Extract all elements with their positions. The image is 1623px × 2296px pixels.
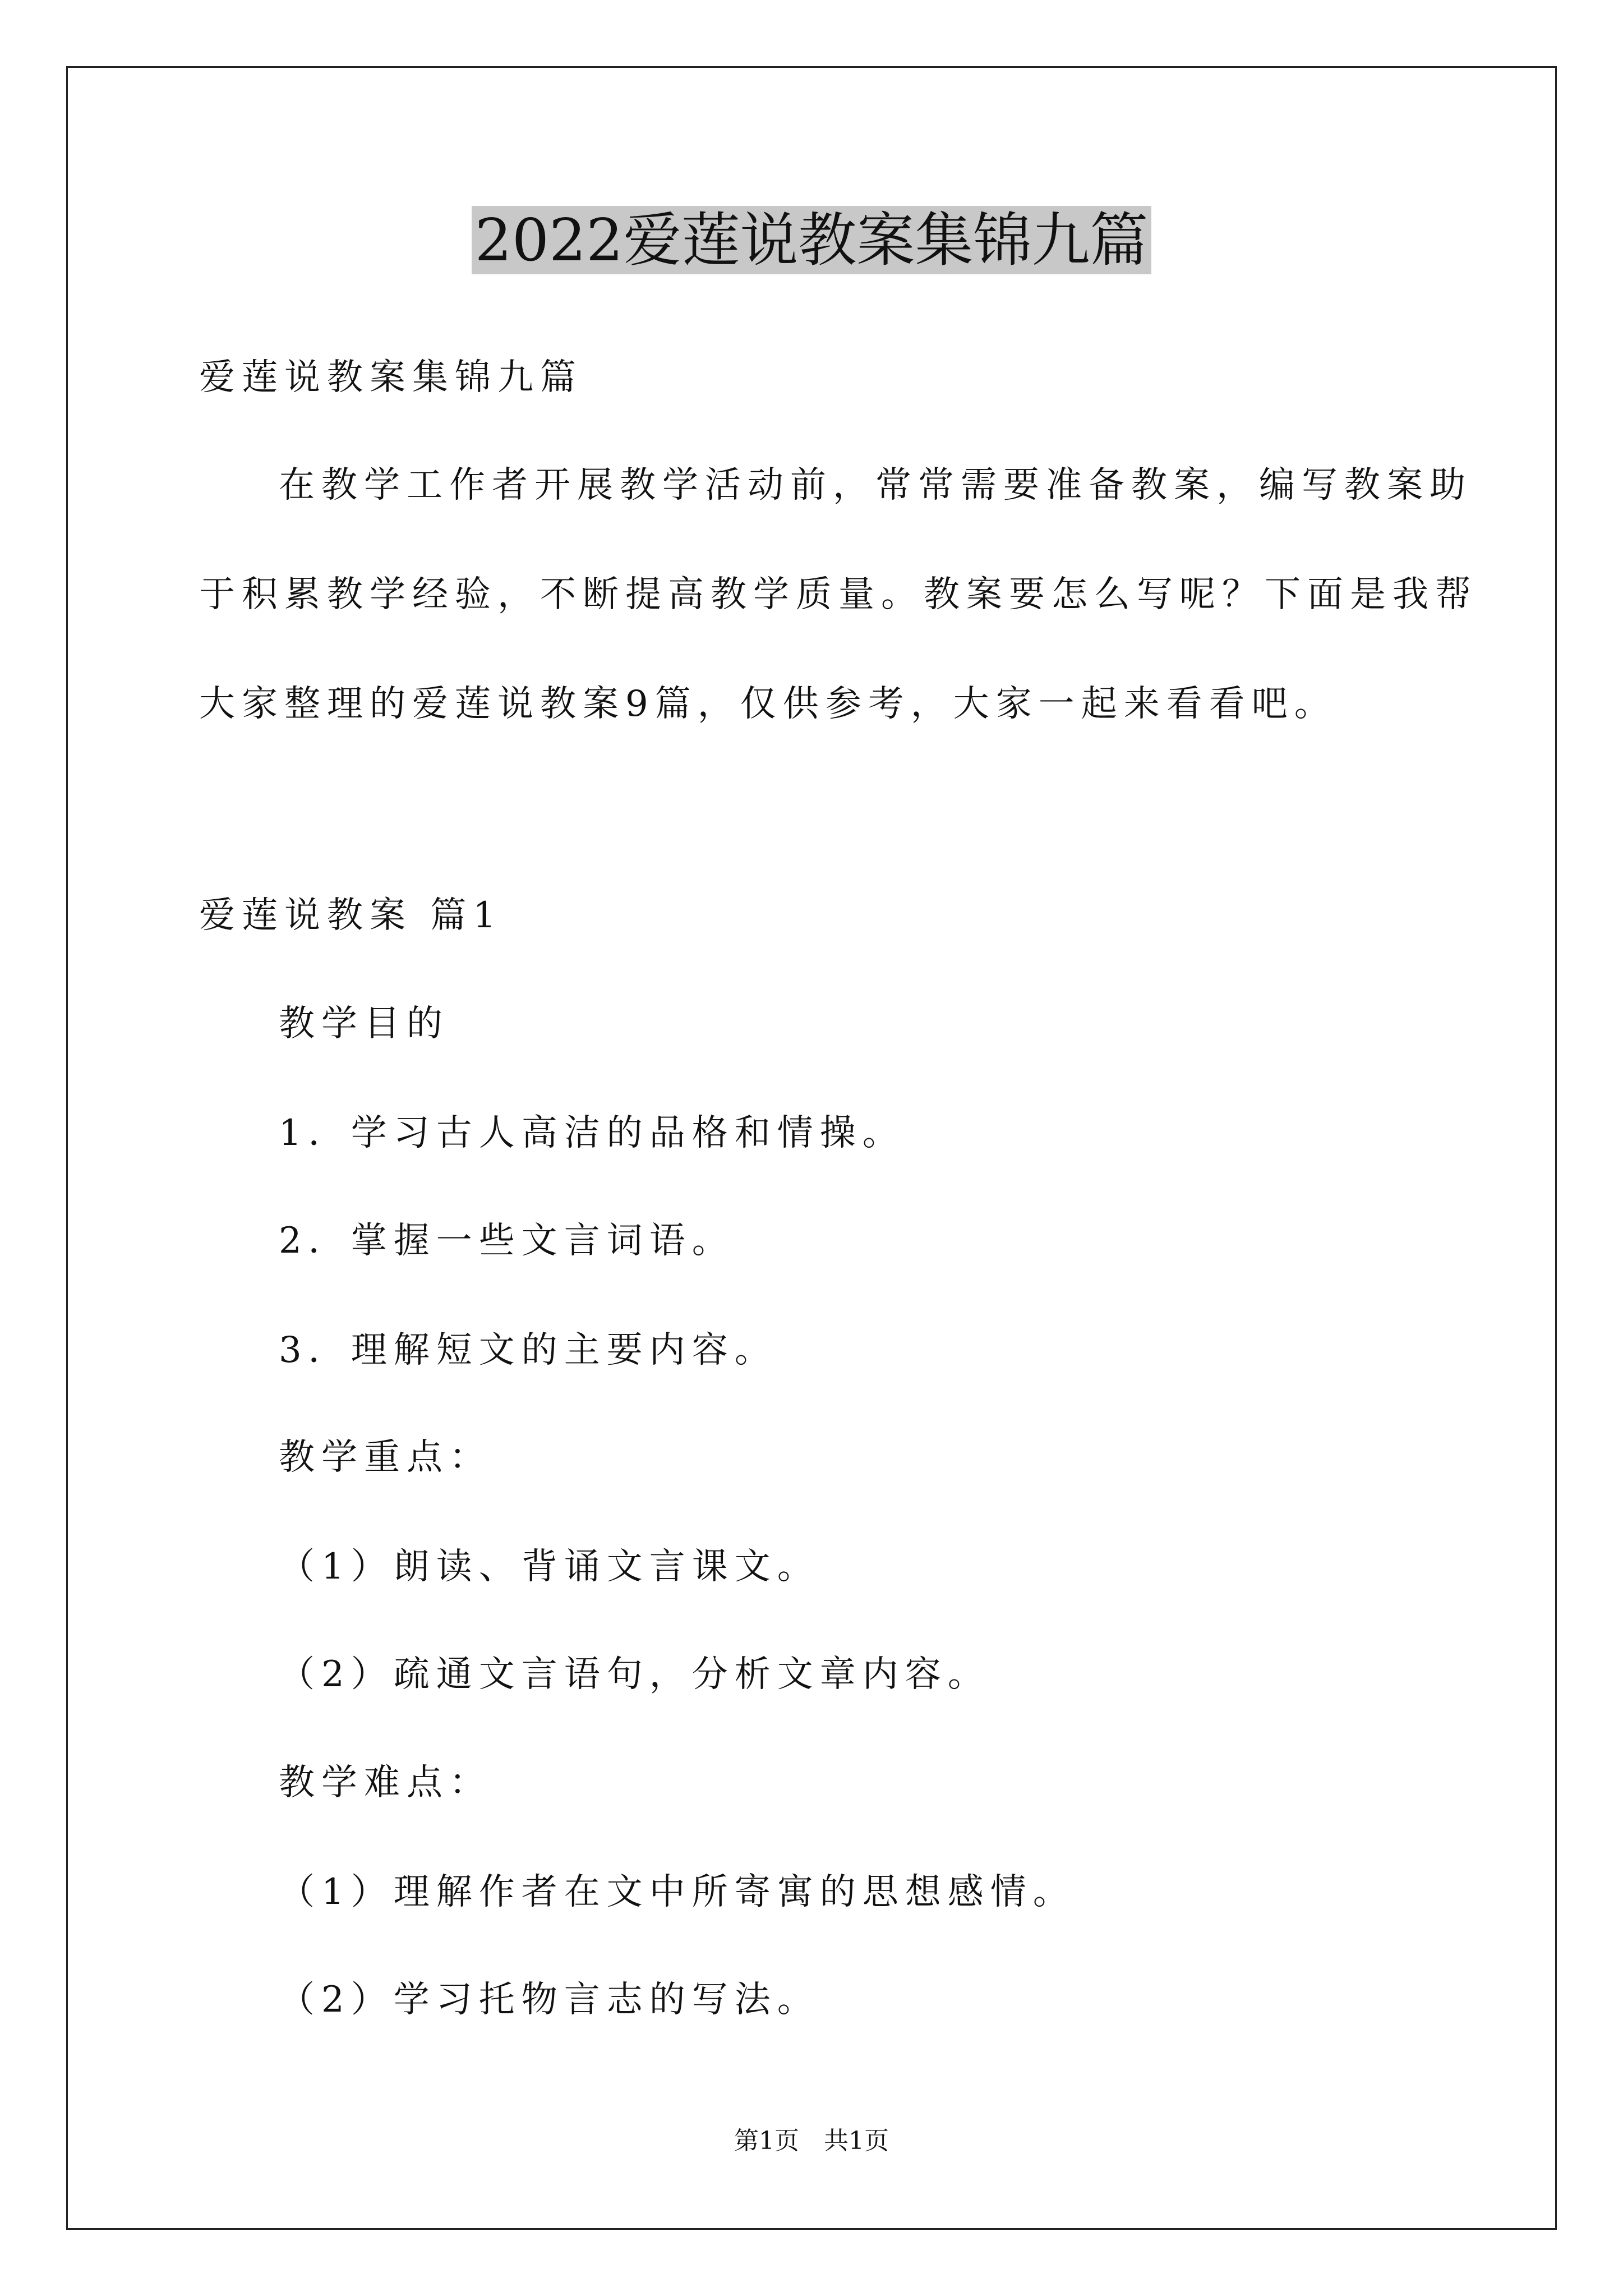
objective-item-2: 2．掌握一些文言词语。	[279, 1220, 735, 1262]
intro-line-1: 在教学工作者开展教学活动前，常常需要准备教案，编写教案助	[279, 464, 1472, 506]
objective-item-3: 3．理解短文的主要内容。	[279, 1329, 777, 1371]
intro-line-3: 大家整理的爱莲说教案9篇，仅供参考，大家一起来看看吧。	[199, 683, 1337, 725]
difficulties-heading: 教学难点：	[279, 1762, 492, 1803]
difficulty-item-1: （1）理解作者在文中所寄寓的思想感情。	[279, 1871, 1076, 1913]
difficulty-item-2: （2）学习托物言志的写法。	[279, 1979, 820, 2021]
document-title	[0, 201, 1623, 279]
intro-line-2: 于积累教学经验，不断提高教学质量。教案要怎么写呢？下面是我帮	[199, 574, 1478, 615]
key-point-item-2: （2）疏通文言语句，分析文章内容。	[279, 1654, 990, 1695]
document-title-text: 2022爱莲说教案集锦九篇	[472, 206, 1152, 274]
objective-item-1: 1．学习古人高洁的品格和情操。	[279, 1112, 905, 1154]
key-point-item-1: （1）朗读、背诵文言课文。	[279, 1546, 820, 1588]
document-subtitle: 爱莲说教案集锦九篇	[199, 357, 583, 398]
section-heading: 爱莲说教案 篇1	[199, 895, 503, 936]
key-points-heading: 教学重点：	[279, 1437, 492, 1478]
page-footer: 第1页 共1页	[734, 2127, 889, 2155]
objectives-heading: 教学目的	[279, 1003, 449, 1045]
